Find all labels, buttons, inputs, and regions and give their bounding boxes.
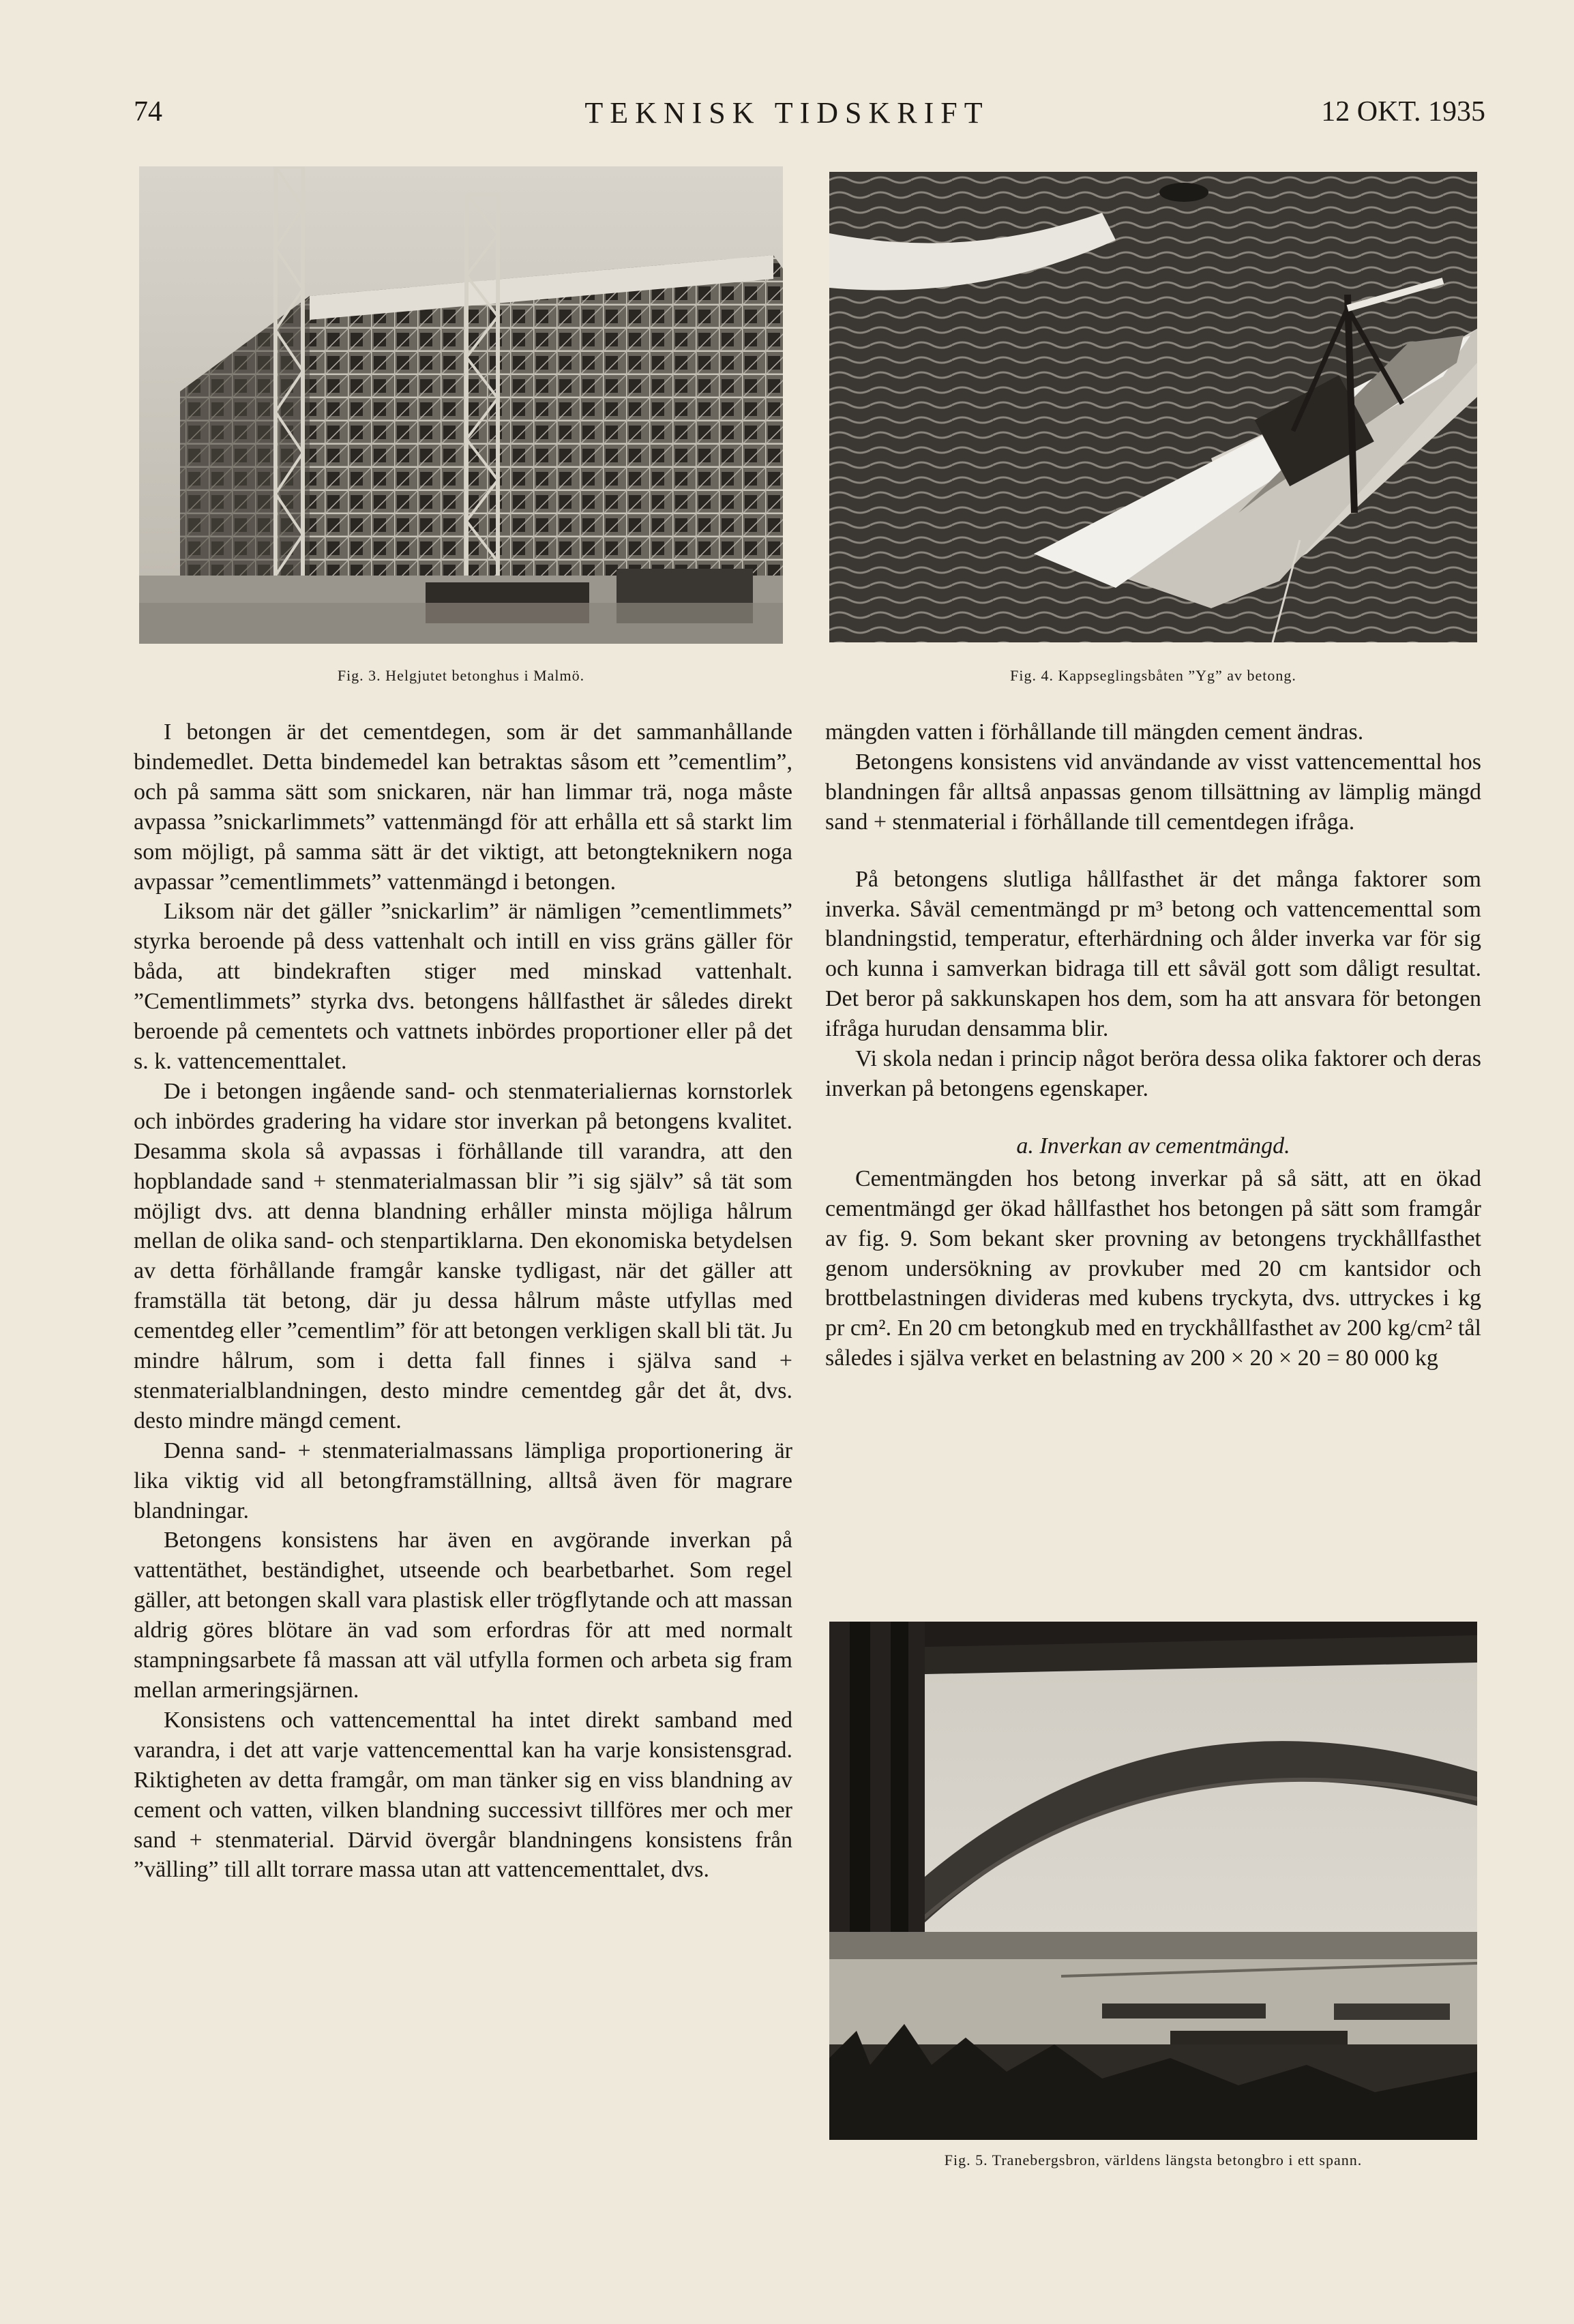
paragraph: Betongens konsistens har även en avgörande inverkan på vattentäthet, beständighet, utseende och bearbetbarhet. Som regel gäller, att betongen skall vara plastisk eller trögflytande och att massan aldrig göres blötare än vad som erfordras för att med normalt stampningsarbete få massan att väl utfylla formen och arbeta sig fram mellan armeringsjärnen. bbox=[134, 1528, 792, 1703]
arch-bridge-image bbox=[829, 1622, 1477, 2140]
fig4-caption: Fig. 4. Kappseglingsbåten ”Yg” av betong. bbox=[1010, 667, 1296, 684]
right-column bbox=[825, 717, 1481, 1373]
paragraph: På betongens slutliga hållfasthet är det många faktorer som inverka. Såväl cementmängd pr m³ betong och vattencementtal som blandningstid, temperatur, efterhärdning och ålder inverka var för sig och kunna i samverkan bidraga till ett såväl gott som dåligt resultat. Det beror på sakkunskapen hos dem, som ha att ansvara för betongen ifråga hurudan densamma blir. bbox=[825, 866, 1481, 1042]
paragraph: Denna sand- + stenmaterialmassans lämpliga proportionering är lika viktig vid all betongframställning, alltså även för magrare blandningar. bbox=[134, 1437, 792, 1523]
paragraph: I betongen är det cementdegen, som är det sammanhållande bindemedlet. Detta bindemedel kan betraktas såsom ett ”cementlim”, och på samma sätt som snickaren, när han limmar trä, noga måste avpassa ”snickarlimmets” vattenmängd för att erhålla ett så starkt lim som möjligt, på samma sätt är det viktigt, att betongteknikern noga avpassar ”cementlimmets” vattenmängd i betongen. bbox=[134, 719, 792, 895]
paragraph: De i betongen ingående sand- och stenmaterialiernas kornstorlek och inbördes gradering ha vidare stor inverkan på betongens kvalitet. Desamma skola så avpassas i förhållande till varandra, att den hopblandade sand + stenmaterialmassan blir ”i sig själv” så tät som möjligt dvs. att denna blandning erhåller minsta möjliga hålrum mellan de olika sand- och stenpartiklarna. Den ekonomiska betydelsen av detta förhållande framgår kanske tydligast, när det gäller att framställa tät betong, där ju dessa hålrum måste utfyllas med cementdeg eller ”cementlim” för att betongen verkligen skall bli tät. Ju mindre hålrum, som i detta fall finnes i själva sand + stenmaterialblandningen, desto mindre cementdeg går det åt, dvs. desto mindre mängd cement. bbox=[134, 1078, 792, 1433]
fig3-photo bbox=[139, 166, 783, 644]
paragraph: Liksom när det gäller ”snickarlim” är nämligen ”cementlimmets” styrka beroende på dess vattenhalt och intill en viss gräns gäller för båda, att bindekraften stiger med minskad vattenhalt. ”Cementlimmets” styrka dvs. betongens hållfasthet är således direkt beroende på cementets och vattnets inbördes proportioner eller på det s. k. vattencementtalet. bbox=[134, 899, 792, 1074]
left-column bbox=[134, 717, 792, 1885]
fig5-photo bbox=[829, 1622, 1477, 2140]
paragraph: mängden vatten i förhållande till mängden cement ändras. bbox=[825, 719, 1364, 745]
paragraph: Konsistens och vattencementtal ha intet direkt samband med varandra, i det att varje vattencementtal kan ha varje konsistensgrad. Riktigheten av detta framgår, om man tänker sig en viss blandning av cement och vatten, vilken blandning successivt tillföres mer och mer sand + stenmaterial. Därvid övergår blandningens konsistens från ”välling” till allt torrare massa utan att vattencementtalet, dvs. bbox=[134, 1707, 792, 1883]
paragraph: Cementmängden hos betong inverkar på så sätt, att en ökad cementmängd ger ökad hållfasthet hos betongen på sätt som framgår av fig. 9. Som bekant sker provning av betongens tryckhållfasthet genom undersökning av provkuber med 20 cm kantsidor och brottbelastningen divideras med kubens tryckyta, dvs. uttryckes i kg pr cm². En 20 cm betongkub med en tryckhållfasthet av 200 kg/cm² tål således i själva verket en belastning av 200 × 20 × 20 = 80 000 kg bbox=[825, 1165, 1481, 1371]
paragraph: Vi skola nedan i princip något beröra dessa olika faktorer och deras inverkan på betongens egenskaper. bbox=[825, 1046, 1481, 1101]
concrete-sailboat-image bbox=[829, 172, 1477, 642]
paragraph: Betongens konsistens vid användande av visst vattencementtal hos blandningen får alltså anpassas genom tillsättning av lämplig mängd sand + stenmaterial i förhållande till cementdegen ifråga. bbox=[825, 749, 1481, 835]
fig3-caption: Fig. 3. Helgjutet betonghus i Malmö. bbox=[337, 667, 585, 684]
fig4-photo bbox=[829, 172, 1477, 642]
fig5-caption: Fig. 5. Tranebergsbron, världens längsta betongbro i ett spann. bbox=[944, 2151, 1363, 2169]
scaffolded-building-image bbox=[139, 166, 783, 644]
page-header bbox=[0, 0, 1574, 150]
journal-title: TEKNISK TIDSKRIFT bbox=[584, 96, 990, 130]
issue-date: 12 OKT. 1935 bbox=[1321, 96, 1485, 128]
page-number: 74 bbox=[134, 96, 162, 128]
section-heading: a. Inverkan av cementmängd. bbox=[1016, 1133, 1290, 1159]
